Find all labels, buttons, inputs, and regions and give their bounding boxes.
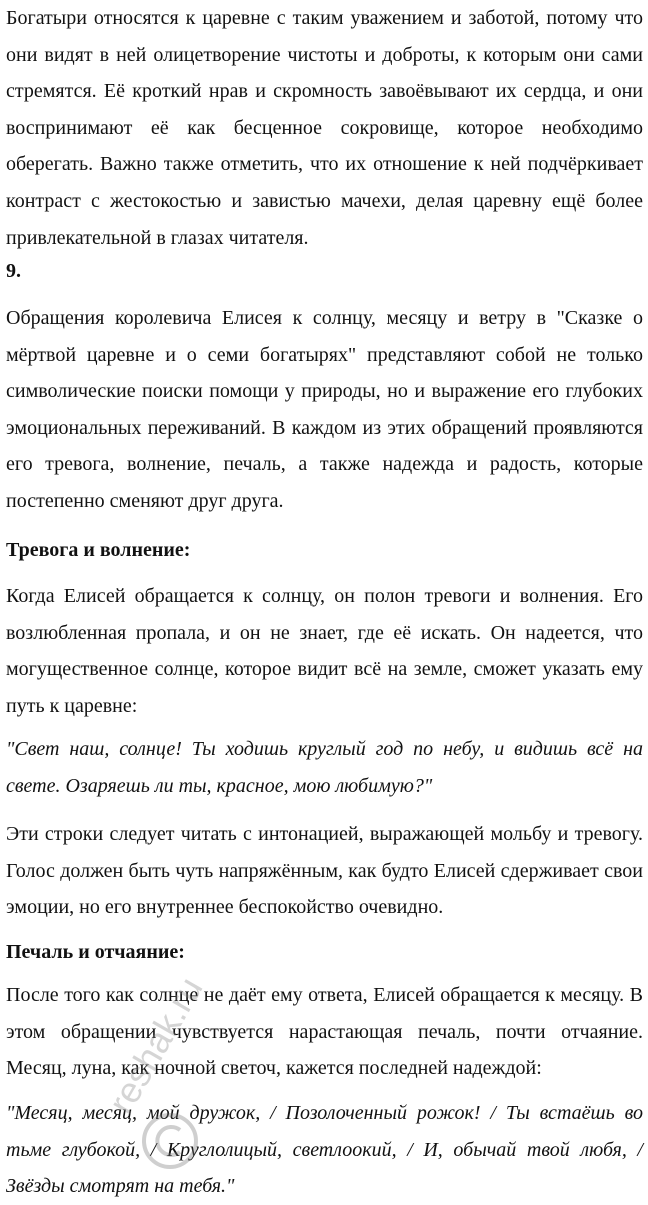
paragraph-bogatyri: Богатыри относятся к царевне с таким уважением и заботой, потому что они видят в ней олицетворение чистоты и доброты, к которым они сами стремятся. Её кроткий нрав и скромность завоёвывают их сердца, и они воспринимают её как бесценное сокровище, которое необходимо оберегать. Важно также отметить, что их отношение к ней подчёркивает контраст с жестокостью и завистью мачехи, делая царевну ещё более привлекательной в глазах читателя. bbox=[6, 7, 643, 249]
section-number-heading: 9. bbox=[6, 260, 21, 282]
heading-trevoga: Тревога и волнение: bbox=[6, 539, 191, 561]
paragraph-moon-address: После того как солнце не даёт ему ответа, Елисей обращается к месяцу. В этом обращении чувствуется нарастающая печаль, почти отчаяние. Месяц, луна, как ночной светоч, кажется последней надеждой: bbox=[6, 984, 643, 1080]
paragraph-intonation: Эти строки следует читать с интонацией, выражающей мольбу и тревогу. Голос должен быть чуть напряжённым, как будто Елисей сдерживает свои эмоции, но его внутреннее беспокойство очевидно. bbox=[6, 823, 643, 919]
quote-moon: "Месяц, месяц, мой дружок, / Позолоченный рожок! / Ты встаёшь во тьме глубокой, / Круглолицый, светлоокий, / И, обычай твой любя, / Звёзды смотрят на тебя." bbox=[6, 1102, 643, 1198]
paragraph-sun-address: Когда Елисей обращается к солнцу, он полон тревоги и волнения. Его возлюбленная пропала, и он не знает, где её искать. Он надеется, что могущественное солнце, которое видит всё на земле, сможет указать ему путь к царевне: bbox=[6, 585, 643, 717]
heading-pechal: Печаль и отчаяние: bbox=[6, 941, 185, 963]
quote-sun: "Свет наш, солнце! Ты ходишь круглый год по небу, и видишь всё на свете. Озаряешь ли ты, красное, мою любимую?" bbox=[6, 738, 643, 797]
paragraph-elisey-intro: Обращения королевича Елисея к солнцу, месяцу и ветру в "Сказке о мёртвой царевне и о семи богатырях" представляют собой не только символические поиски помощи у природы, но и выражение его глубоких эмоциональных переживаний. В каждом из этих обращений проявляются его тревога, волнение, печаль, а также надежда и радость, которые постепенно сменяют друг друга. bbox=[6, 307, 643, 512]
watermark-text: reshak.ru bbox=[100, 970, 211, 1121]
